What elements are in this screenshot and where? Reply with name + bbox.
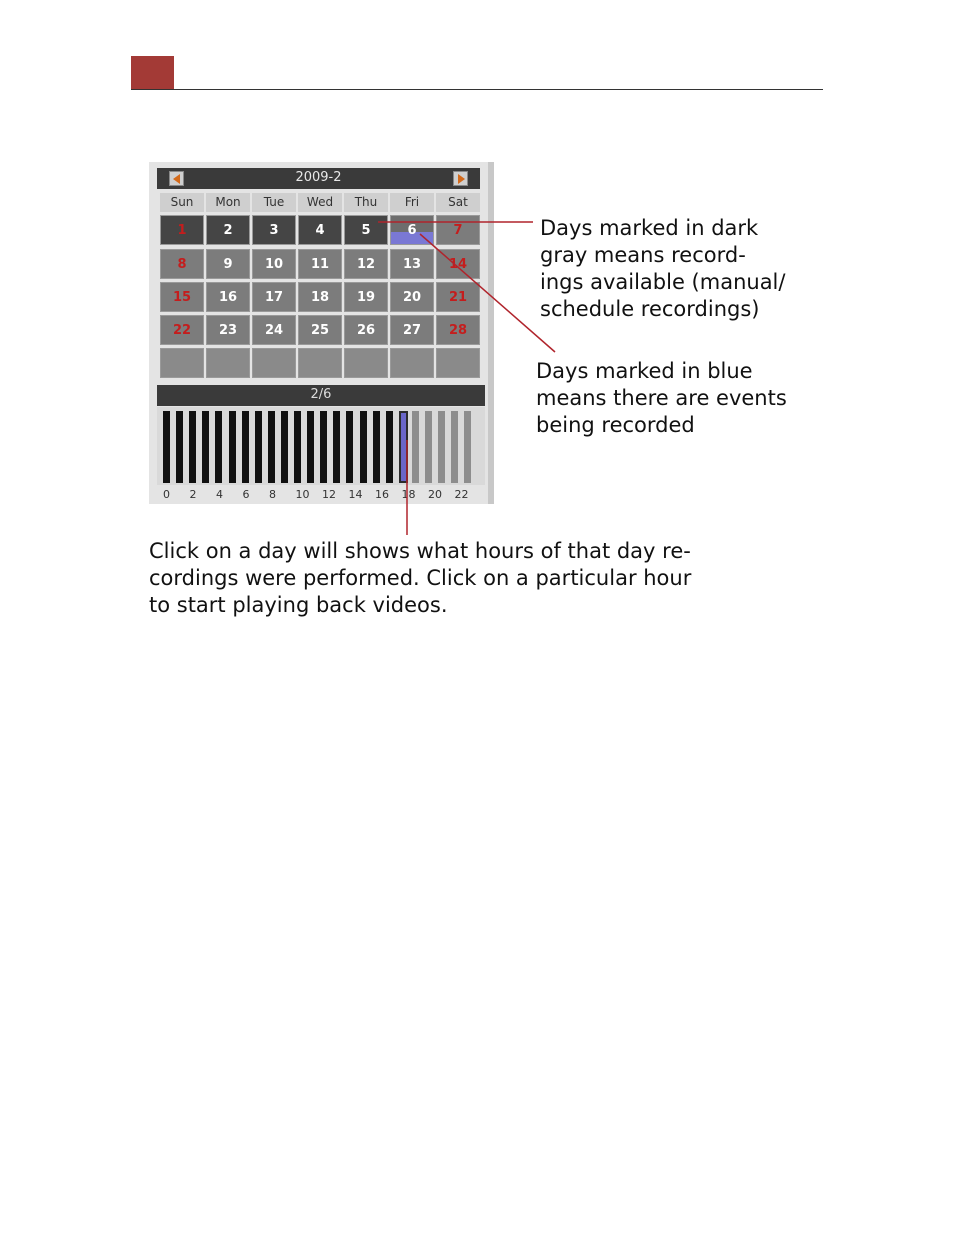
hour-tick-label: 10 bbox=[295, 488, 310, 501]
calendar-day-7[interactable]: 7 bbox=[436, 215, 480, 245]
calendar-day-18[interactable]: 18 bbox=[298, 282, 342, 312]
hour-tick-label: 2 bbox=[189, 488, 197, 501]
callout-line-text: to start playing back videos. bbox=[149, 593, 448, 617]
header-rule bbox=[131, 89, 823, 90]
hour-bar-14[interactable] bbox=[346, 411, 353, 483]
calendar-title: 2009-2 bbox=[295, 170, 342, 185]
hour-bar-19[interactable] bbox=[412, 411, 419, 483]
calendar-day-24[interactable]: 24 bbox=[252, 315, 296, 345]
weekday-label-tue: Tue bbox=[252, 193, 296, 212]
callout-line-text: being recorded bbox=[536, 413, 695, 437]
calendar-day-16[interactable]: 16 bbox=[206, 282, 250, 312]
callout-line-text: gray means record- bbox=[540, 243, 746, 267]
hour-bar-0[interactable] bbox=[163, 411, 170, 483]
calendar-empty-cell bbox=[436, 348, 480, 378]
calendar-day-3[interactable]: 3 bbox=[252, 215, 296, 245]
hour-bar-3[interactable] bbox=[202, 411, 209, 483]
hour-tick-label: 20 bbox=[428, 488, 442, 501]
calendar-empty-cell bbox=[298, 348, 342, 378]
weekday-label-mon: Mon bbox=[206, 193, 250, 212]
callout-line-text: Days marked in blue bbox=[536, 359, 753, 383]
hour-bar-5[interactable] bbox=[229, 411, 236, 483]
calendar-day-20[interactable]: 20 bbox=[390, 282, 434, 312]
calendar-day-8[interactable]: 8 bbox=[160, 249, 204, 279]
hour-timeline bbox=[157, 407, 485, 485]
calendar-empty-cell bbox=[160, 348, 204, 378]
calendar-day-15[interactable]: 15 bbox=[160, 282, 204, 312]
hour-bar-23[interactable] bbox=[464, 411, 471, 483]
hour-bar-1[interactable] bbox=[176, 411, 183, 483]
hour-tick-label: 14 bbox=[348, 488, 363, 501]
callout-click bbox=[149, 538, 691, 619]
selected-date-header: 2/6 bbox=[157, 385, 485, 406]
calendar-header bbox=[157, 168, 480, 189]
hour-tick-label: 16 bbox=[375, 488, 389, 501]
callout-line-text: Days marked in dark bbox=[540, 216, 759, 240]
hour-bar-15[interactable] bbox=[360, 411, 367, 483]
calendar-day-26[interactable]: 26 bbox=[344, 315, 388, 345]
hour-tick-label: 22 bbox=[454, 488, 469, 501]
hour-bar-21[interactable] bbox=[438, 411, 445, 483]
calendar-empty-cell bbox=[390, 348, 434, 378]
calendar-day-22[interactable]: 22 bbox=[160, 315, 204, 345]
callout-line-text: ings available (manual/ bbox=[540, 270, 786, 294]
calendar-day-12[interactable]: 12 bbox=[344, 249, 388, 279]
hour-tick-label: 12 bbox=[322, 488, 336, 501]
calendar-day-21[interactable]: 21 bbox=[436, 282, 480, 312]
weekday-label-fri: Fri bbox=[390, 193, 434, 212]
callout-line-text: Click on a day will shows what hours of that day re- bbox=[149, 539, 691, 563]
calendar-day-10[interactable]: 10 bbox=[252, 249, 296, 279]
weekday-label-sun: Sun bbox=[160, 193, 204, 212]
callout-line-text: schedule recordings) bbox=[540, 297, 760, 321]
hour-bar-2[interactable] bbox=[189, 411, 196, 483]
hour-bar-16[interactable] bbox=[373, 411, 380, 483]
weekday-label-wed: Wed bbox=[298, 193, 342, 212]
hour-bar-10[interactable] bbox=[294, 411, 301, 483]
callout-blue bbox=[536, 358, 787, 439]
callout-line-text: means there are events bbox=[536, 386, 787, 410]
next-month-icon[interactable] bbox=[453, 171, 468, 186]
hour-bar-20[interactable] bbox=[425, 411, 432, 483]
calendar-day-4[interactable]: 4 bbox=[298, 215, 342, 245]
hour-tick-label: 18 bbox=[401, 488, 416, 501]
weekday-label-thu: Thu bbox=[344, 193, 388, 212]
hour-bar-18[interactable] bbox=[399, 411, 408, 483]
callout-line-text: cordings were performed. Click on a particular hour bbox=[149, 566, 692, 590]
calendar-day-number: 6 bbox=[407, 223, 417, 238]
calendar-day-25[interactable]: 25 bbox=[298, 315, 342, 345]
calendar-day-23[interactable]: 23 bbox=[206, 315, 250, 345]
hour-bar-11[interactable] bbox=[307, 411, 314, 483]
calendar-day-13[interactable]: 13 bbox=[390, 249, 434, 279]
calendar-day-17[interactable]: 17 bbox=[252, 282, 296, 312]
hour-tick-label: 8 bbox=[269, 488, 276, 501]
hour-bar-6[interactable] bbox=[242, 411, 249, 483]
hour-bar-7[interactable] bbox=[255, 411, 262, 483]
calendar-day-27[interactable]: 27 bbox=[390, 315, 434, 345]
hour-bar-8[interactable] bbox=[268, 411, 275, 483]
calendar-day-11[interactable]: 11 bbox=[298, 249, 342, 279]
calendar-day-28[interactable]: 28 bbox=[436, 315, 480, 345]
hour-tick-label: 6 bbox=[242, 488, 250, 501]
hour-bar-12[interactable] bbox=[320, 411, 327, 483]
calendar-empty-cell bbox=[206, 348, 250, 378]
calendar-day-9[interactable]: 9 bbox=[206, 249, 250, 279]
calendar-day-5[interactable]: 5 bbox=[344, 215, 388, 245]
hour-bar-4[interactable] bbox=[215, 411, 222, 483]
hour-tick-label: 0 bbox=[163, 488, 170, 501]
callout-dark-gray bbox=[540, 215, 785, 323]
hour-bar-9[interactable] bbox=[281, 411, 288, 483]
calendar-day-2[interactable]: 2 bbox=[206, 215, 250, 245]
weekday-label-sat: Sat bbox=[436, 193, 480, 212]
hour-tick-label: 4 bbox=[216, 488, 223, 501]
hour-bar-13[interactable] bbox=[333, 411, 340, 483]
calendar-day-6[interactable] bbox=[390, 215, 434, 245]
hour-bar-22[interactable] bbox=[451, 411, 458, 483]
calendar-day-1[interactable]: 1 bbox=[160, 215, 204, 245]
calendar-empty-cell bbox=[344, 348, 388, 378]
calendar-empty-cell bbox=[252, 348, 296, 378]
calendar-day-14[interactable]: 14 bbox=[436, 249, 480, 279]
header-accent-block bbox=[131, 56, 174, 90]
calendar-day-19[interactable]: 19 bbox=[344, 282, 388, 312]
hour-bar-17[interactable] bbox=[386, 411, 393, 483]
